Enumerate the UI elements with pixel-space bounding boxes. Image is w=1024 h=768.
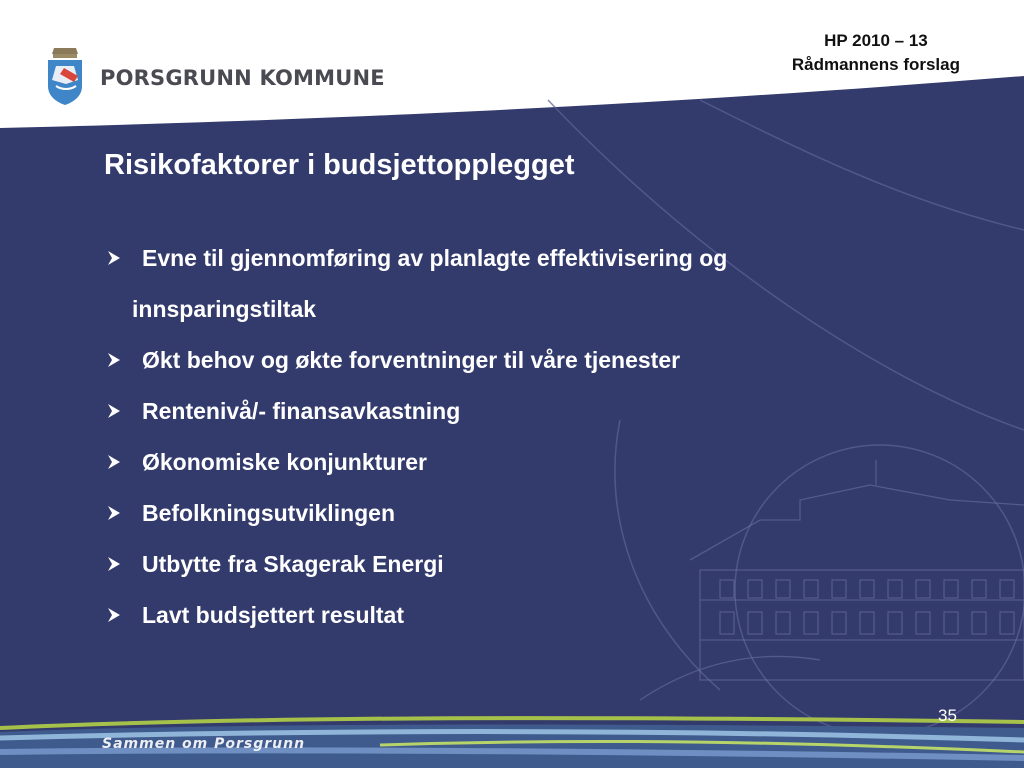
bullet-text: Utbytte fra Skagerak Energi xyxy=(142,551,444,577)
bullet-item xyxy=(104,335,904,386)
bullet-item xyxy=(104,386,904,437)
page-number: 35 xyxy=(938,706,957,725)
brand-logo xyxy=(44,46,385,106)
arrow-bullet-icon xyxy=(106,607,122,623)
coat-of-arms-icon xyxy=(44,46,86,106)
arrow-bullet-icon xyxy=(106,250,122,266)
bullet-item xyxy=(104,590,904,641)
arrow-bullet-icon xyxy=(106,352,122,368)
arrow-bullet-icon xyxy=(106,403,122,419)
bullet-text: Lavt budsjettert resultat xyxy=(142,602,404,628)
bullet-text: Økonomiske konjunkturer xyxy=(142,449,428,475)
bullet-item xyxy=(104,488,904,539)
bullet-text: Befolkningsutviklingen xyxy=(142,500,396,526)
document-subtitle: Rådmannens forslag xyxy=(791,55,960,74)
bullet-text: Rentenivå/- finansavkastning xyxy=(142,398,461,424)
brand-name: PORSGRUNN KOMMUNE xyxy=(100,66,385,90)
arrow-bullet-icon xyxy=(106,454,122,470)
arrow-bullet-icon xyxy=(106,556,122,572)
bullet-text: Evne til gjennomføring av planlagte effektivisering og xyxy=(142,245,728,271)
footer-tagline: Sammen om Porsgrunn xyxy=(102,736,306,752)
bullet-item xyxy=(104,437,904,488)
document-code: HP 2010 – 13 xyxy=(824,31,928,50)
bullet-text: Økt behov og økte forventninger til våre tjenester xyxy=(142,347,681,373)
document-meta xyxy=(792,29,960,77)
bullet-item xyxy=(104,539,904,590)
bullet-list xyxy=(104,233,904,641)
bullet-item xyxy=(104,233,904,335)
bullet-text-continued: innsparingstiltak xyxy=(132,296,317,322)
slide-title: Risikofaktorer i budsjettopplegget xyxy=(104,149,575,181)
arrow-bullet-icon xyxy=(106,505,122,521)
